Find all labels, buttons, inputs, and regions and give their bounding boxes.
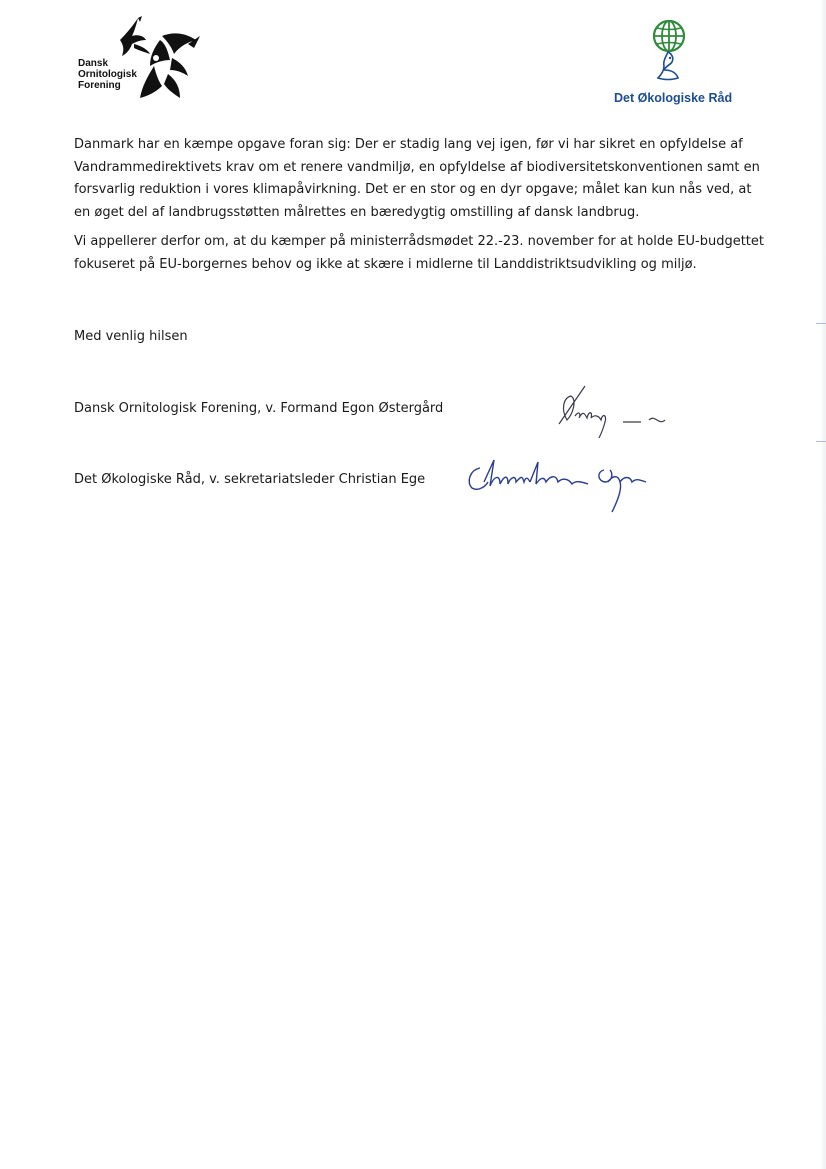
signature-egon-ostergaard [545, 380, 675, 440]
dof-logo-line: Dansk [78, 58, 109, 69]
eco-logo-name: Det Økologiske Råd [614, 91, 733, 105]
signatory-dof: Dansk Ornitologisk Forening, v. Formand Egon Østergård [74, 401, 444, 416]
dof-logo-line: Forening [78, 80, 121, 91]
paragraph: Vi appellerer derfor om, at du kæmper på ministerrådsmødet 22.-23. november for at holde EU-budgettet fokuseret på EU-borgernes behov og ikke at skære i midlerne til Landdistriktsudvikling og miljø. [74, 234, 764, 272]
signature-christian-ege [464, 452, 664, 518]
paragraph: Danmark har en kæmpe opgave foran sig: Der er stadig lang vej igen, før vi har sikret en opfyldelse af Vandrammedirektivets krav om et renere vandmiljø, en opfyldelse af biodiversitetskonventionen samt en forsvarlig reduktion i vores klimapåvirkning. Det er en stor og en dyr opgave; målet kan kun nås ved, at en øget del af landbrugsstøtten målrettes en bæredygtig omstilling af dansk landbrug. [74, 137, 760, 220]
letter-body [74, 134, 764, 284]
dof-logo-line: Ornitologisk [78, 69, 137, 80]
eco-logo [604, 18, 754, 110]
dof-logo [76, 14, 206, 110]
closing-greeting: Med venlig hilsen [74, 329, 188, 344]
dof-logo-text [78, 58, 137, 91]
signatory-eco: Det Økologiske Råd, v. sekretariatsleder Christian Ege [74, 472, 426, 487]
globe-bird-icon [650, 18, 700, 90]
edge-mark [816, 323, 826, 324]
edge-mark [816, 441, 826, 442]
page-edge-shadow [820, 0, 826, 1169]
